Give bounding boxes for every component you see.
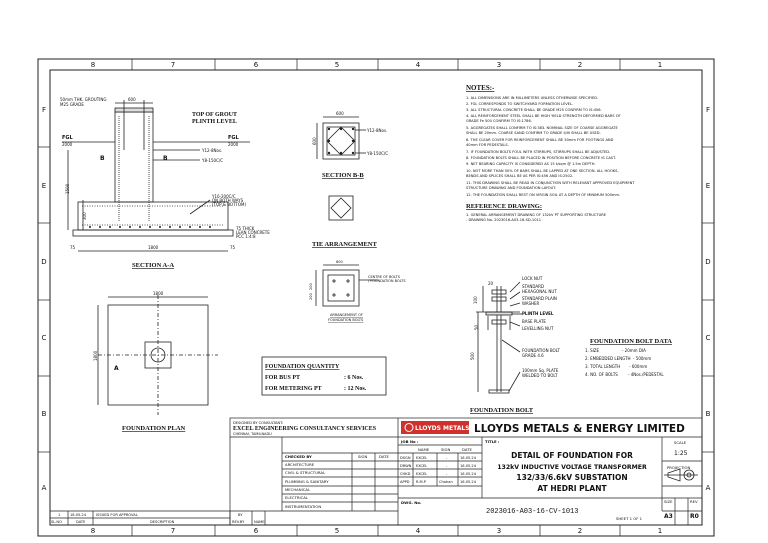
aa-marker-b-right: B	[163, 155, 168, 162]
note-line: 12. THE FOUNDATION SHALL REST ON VIRGIN SOIL AT A DEPTH OF MINIMUM 500mm.	[466, 193, 621, 197]
col-2-bottom: 2	[577, 527, 583, 535]
foundation-plan-title: FOUNDATION PLAN	[122, 425, 186, 432]
scale-value: 1:25	[674, 450, 688, 457]
col-3-bottom: 3	[496, 527, 502, 535]
rev-row-no: 1	[58, 513, 61, 517]
col-7-bottom: 7	[170, 527, 176, 535]
quantity-row1-value: : 6 Nos.	[344, 375, 364, 381]
consultant-city: CHENNAI, TAMILNADU	[233, 432, 272, 436]
bolt-data-row: 3. TOTAL LENGTH - 600mm	[585, 364, 648, 369]
ba-note1: CENTRE OF BOLTS	[368, 275, 400, 279]
person-date: 16.05.24	[460, 464, 477, 468]
note-line: 11. THIS DRAWING SHALL BE READ IN CONJUNCTION WITH RELEVANT APPROVED EQUIPMENT	[466, 181, 635, 185]
bd-label: LOCK NUT	[522, 276, 543, 281]
row-d-left: D	[41, 258, 47, 266]
bolt-arrangement	[316, 265, 378, 306]
name-header: NAME	[418, 447, 430, 452]
person-date: 16.05.24	[460, 480, 477, 484]
aa-pcc2: LEAN CONCRETE	[236, 230, 270, 235]
drawing-title-line: DETAIL OF FOUNDATION FOR	[511, 451, 633, 460]
sheet-label: SHEET 1 OF 1	[616, 516, 643, 521]
drawing-title-line: AT HEDRI PLANT	[537, 484, 607, 493]
aa-dim-1500: 1500	[65, 183, 70, 194]
note-line: 5. AGGREGATES SHALL CONFIRM TO IS:383. NOMINAL SIZE OF COARSE AGGREGATE	[466, 126, 618, 130]
section-aa-title: SECTION A-A	[132, 262, 175, 269]
bd-dim1: 20	[488, 281, 494, 286]
rev-row-date: 16.05.24	[70, 513, 87, 517]
aa-level-right: 2000	[228, 142, 239, 147]
note-line: 4. ALL REINFORCEMENT STEEL SHALL BE HIGH YIELD STRENGTH DEFORMED BARS OF	[466, 114, 621, 118]
rev-header: NAME	[254, 520, 265, 524]
person-sign: -	[446, 456, 448, 460]
projection-label: PROJECTION	[667, 465, 691, 470]
reference-line: - DRAWING No. 2023016-A03-16-SD-1011	[466, 218, 542, 222]
designed-label: DESIGNED BY CONSULTANT:	[233, 421, 284, 425]
col-2-top: 2	[577, 61, 583, 69]
aa-dim-300: 300	[82, 212, 87, 220]
aa-fgl-left: FGL	[62, 135, 73, 141]
lloyds-logo-text: LLOYDS METALS	[415, 425, 470, 432]
col-7-top: 7	[170, 61, 176, 69]
person-sign: -	[446, 472, 448, 476]
bd-label: HEXAGONAL NUT	[522, 289, 557, 294]
person-date: 16.05.24	[460, 472, 477, 476]
notes-title: NOTES:-	[466, 84, 495, 92]
row-a-left: A	[41, 484, 47, 492]
rev-row-desc: ISSUED FOR APPROVAL	[96, 513, 138, 517]
note-line: 9. NET BEARING CAPACITY IS CONSIDERED AS 15 t/sqm @ 1.5m DEPTH.	[466, 162, 596, 166]
rev-header: BY	[238, 513, 243, 517]
person-role: DSGN	[400, 456, 411, 460]
bd-label: GRADE 4.6	[522, 353, 544, 358]
bb-dim-side: 600	[312, 137, 317, 145]
row-c-right: C	[705, 334, 711, 342]
discipline: ARCHITECTURE	[285, 462, 315, 467]
rev-header: REV.BY	[232, 520, 245, 524]
row-f-left: F	[41, 106, 47, 114]
section-bb-dots	[328, 128, 354, 154]
note-line: 8. FOUNDATION BOLTS SHALL BE PLACED IN POSITION BEFORE CONCRETE IS CAST.	[466, 156, 616, 160]
aa-top-of-grout: TOP OF GROUT	[192, 112, 238, 118]
aa-dim-600: 600	[128, 97, 136, 102]
aa-bar3b: ON BOTH WAYS	[212, 198, 244, 203]
row-b-left: B	[41, 410, 47, 418]
note-line: 40mm FOR PEDESTALS.	[466, 143, 509, 147]
note-line: SHALL BE 20mm. COARSE SAND CONFIRM TO GRADE II/III SHALL BE USED.	[466, 131, 601, 135]
discipline: PLUMBING & SANITARY	[285, 479, 329, 484]
drawing-title-line: 132kV INDUCTIVE VOLTAGE TRANSFORMER	[497, 464, 647, 471]
col-4-bottom: 4	[415, 527, 421, 535]
aa-bar3: Y10-200C/C	[212, 194, 236, 199]
col-8-top: 8	[90, 61, 96, 69]
tie-title: TIE ARRANGEMENT	[312, 241, 377, 248]
bd-label: 100mm Sq. PLATE	[522, 368, 559, 373]
aa-pcc1: 75 THICK	[236, 226, 255, 231]
quantity-title: FOUNDATION QUANTITY	[265, 364, 340, 370]
rev-header: DESCRIPTION	[150, 520, 175, 524]
quantity-row2-value: : 12 Nos.	[344, 386, 367, 392]
tie-drawing	[329, 196, 353, 220]
rev-value: R0	[690, 513, 699, 520]
row-e-left: E	[41, 182, 47, 190]
person-date: 16.05.24	[460, 456, 477, 460]
ba-caption1: ARRANGEMENT OF	[330, 313, 363, 317]
person-name: EXCEL	[416, 464, 428, 468]
col-3-top: 3	[496, 61, 502, 69]
bd-dim4: 500	[470, 352, 475, 360]
bd-label: BASE PLATE	[522, 319, 546, 324]
aa-level-left: 2000	[62, 142, 73, 147]
person-name: R.M.P	[416, 480, 426, 484]
title-label: TITLE :	[485, 439, 500, 444]
checked-by: CHECKED BY	[285, 454, 312, 459]
note-line: 3. ALL STRUCTURAL CONCRETE SHALL BE GRADE M25 CONFIRM TO IS:456.	[466, 108, 602, 112]
dwg-label: DWG. No.	[401, 500, 422, 505]
col-1-top: 1	[657, 61, 663, 69]
section-bb-title: SECTION B-B	[322, 172, 364, 179]
row-a-right: A	[705, 484, 711, 492]
row-e-right: E	[705, 182, 711, 190]
bb-dim: 600	[336, 111, 344, 116]
size-label: SIZE	[664, 499, 673, 504]
person-sign: Chohan	[439, 480, 453, 484]
person-name: EXCEL	[416, 472, 428, 476]
bd-label: FOUNDATION BOLT	[522, 348, 560, 353]
note-line: BENDS AND SPLICES SHALL BE AS PER IS:456 AND IS:2502.	[466, 174, 574, 178]
col-6-bottom: 6	[253, 527, 259, 535]
person-role: CHKD	[400, 472, 411, 476]
plan-dim: 1800	[153, 291, 164, 296]
rev-label: REV	[690, 499, 698, 504]
notes-list	[466, 96, 635, 197]
aa-grout-note: 50mm THK. GROUTING	[60, 97, 107, 102]
job-no-label: JOB No :	[401, 439, 419, 444]
sign-col-header: SIGN	[441, 447, 451, 452]
quantity-row2-label: FOR METERING PT	[265, 386, 322, 392]
reference-title: REFERENCE DRAWING:	[466, 203, 543, 210]
ba-note2: / FOUNDATION BOLTS	[368, 279, 406, 283]
bd-dim3: 50	[474, 324, 479, 330]
aa-plinth-level: PLINTH LEVEL	[192, 119, 237, 125]
ba-dim-side1: 200	[309, 283, 313, 290]
drawing-number: 2023016-A03-16-CV-1013	[486, 508, 579, 516]
aa-marker-b-left: B	[100, 155, 105, 162]
aa-dim-75: 75	[70, 245, 76, 250]
aa-fgl-right: FGL	[228, 135, 239, 141]
note-line: 10. NOT MORE THAN 50% OF BARS SHALL BE LAPPED AT ONE SECTION. ALL HOOKS,	[466, 169, 619, 173]
person-role: APPD	[400, 480, 410, 484]
note-line: STRUCTURE DRAWING AND FOUNDATION LAYOUT.	[466, 186, 557, 190]
ba-dim-top: 600	[336, 260, 343, 264]
bd-label: WELDED TO BOLT	[522, 373, 558, 378]
row-f-right: F	[705, 106, 711, 114]
quantity-row1-label: FOR BUS PT	[265, 375, 301, 381]
plan-marker-a: A	[114, 365, 119, 372]
rev-header: SL.NO	[51, 520, 62, 524]
date-header: DATE	[379, 454, 389, 459]
rev-header: DATE	[76, 520, 86, 524]
row-b-right: B	[705, 410, 711, 418]
col-5-bottom: 5	[334, 527, 340, 535]
aa-bar1: Y12-8Nos.	[202, 148, 223, 153]
note-line: GRADE Fe 500 CONFIRM TO IS:1786.	[466, 119, 532, 123]
bd-dim2: 100	[473, 296, 478, 304]
plan-dim-side: 1800	[93, 350, 98, 361]
consultant-name: EXCEL ENGINEERING CONSULTANCY SERVICES	[233, 426, 377, 432]
discipline: ELECTRICAL	[285, 495, 309, 500]
drawing-title-line: 132/33/6.6kV SUBSTATION	[516, 473, 628, 482]
bd-label: STANDARD	[522, 284, 545, 289]
projection-symbol-icon	[664, 469, 698, 481]
aa-bar2: Y8-150C/C	[202, 158, 223, 163]
row-d-right: D	[705, 258, 711, 266]
aa-dim-1800: 1800	[148, 245, 159, 250]
discipline: INSTRUMENTATION	[285, 504, 322, 509]
person-name: EXCEL	[416, 456, 428, 460]
person-role: DRWN	[400, 464, 412, 468]
bolt-data-row: 2. EMBEDDED LENGTH - 500mm	[585, 356, 652, 361]
note-line: 6. THE CLEAR COVER FOR REINFORCEMENT SHALL BE 50mm FOR FOOTINGS AND	[466, 138, 614, 142]
row-c-left: C	[41, 334, 47, 342]
bb-bar1: Y12-8Nos.	[367, 128, 388, 133]
scale-label: SCALE	[674, 440, 687, 445]
bb-bar2: Y8-150C/C	[367, 151, 388, 156]
bolt-data-title: FOUNDATION BOLT DATA	[590, 338, 672, 345]
col-1-bottom: 1	[657, 527, 663, 535]
discipline: MECHANICAL	[285, 487, 311, 492]
bolt-detail-drawing	[476, 282, 522, 393]
aa-bar3c: (TOP & BOTTOM)	[212, 202, 247, 207]
foundation-plan	[98, 295, 218, 415]
sign-header: SIGN	[358, 454, 368, 459]
person-sign: -	[446, 464, 448, 468]
aa-pcc3: PCC 1:4:8	[236, 234, 256, 239]
discipline: CIVIL & STRUCTURAL	[285, 470, 326, 475]
size-value: A3	[664, 513, 673, 520]
bd-label: STANDARD PLAIN	[522, 296, 557, 301]
reference-line: 1. GENERAL ARRANGEMENT DRAWING OF 132kV PT SUPPORTING STRUCTURE	[466, 213, 607, 217]
col-8-bottom: 8	[90, 527, 96, 535]
bolt-detail-title: FOUNDATION BOLT	[470, 407, 534, 414]
note-line: 2. FGL CORRESPONDS TO SWITCHYARD FORMATION LEVEL.	[466, 102, 574, 106]
note-line: 7. IF FOUNDATION BOLTS FOUL WITH STIRRUPS, STIRRUPS SHALL BE ADJUSTED.	[466, 150, 611, 154]
date-col-header: DATE	[462, 447, 472, 452]
aa-grout-note2: M25 GRADE	[60, 102, 84, 107]
note-line: 1. ALL DIMENSIONS ARE IN MILLIMETERS UNLESS OTHERWISE SPECIFIED.	[466, 96, 599, 100]
aa-dim-75b: 75	[230, 245, 236, 250]
bolt-data-row: 4. NO. OF BOLTS - 4Nos./PEDESTAL	[585, 372, 664, 377]
col-4-top: 4	[415, 61, 421, 69]
bd-label: LEVELLING NUT	[522, 326, 554, 331]
bolt-crosses	[332, 279, 350, 297]
ba-caption2: FOUNDATION BOLTS	[328, 318, 364, 322]
col-5-top: 5	[334, 61, 340, 69]
bd-label: WASHER	[522, 301, 540, 306]
section-aa-dots	[89, 226, 211, 228]
company-name: LLOYDS METALS & ENERGY LIMITED	[474, 423, 685, 435]
ba-dim-side2: 200	[309, 293, 313, 300]
bd-label: PLINTH LEVEL	[522, 311, 554, 316]
bolt-data-row: 1. SIZE - 20mm DIA	[585, 348, 646, 353]
col-6-top: 6	[253, 61, 259, 69]
